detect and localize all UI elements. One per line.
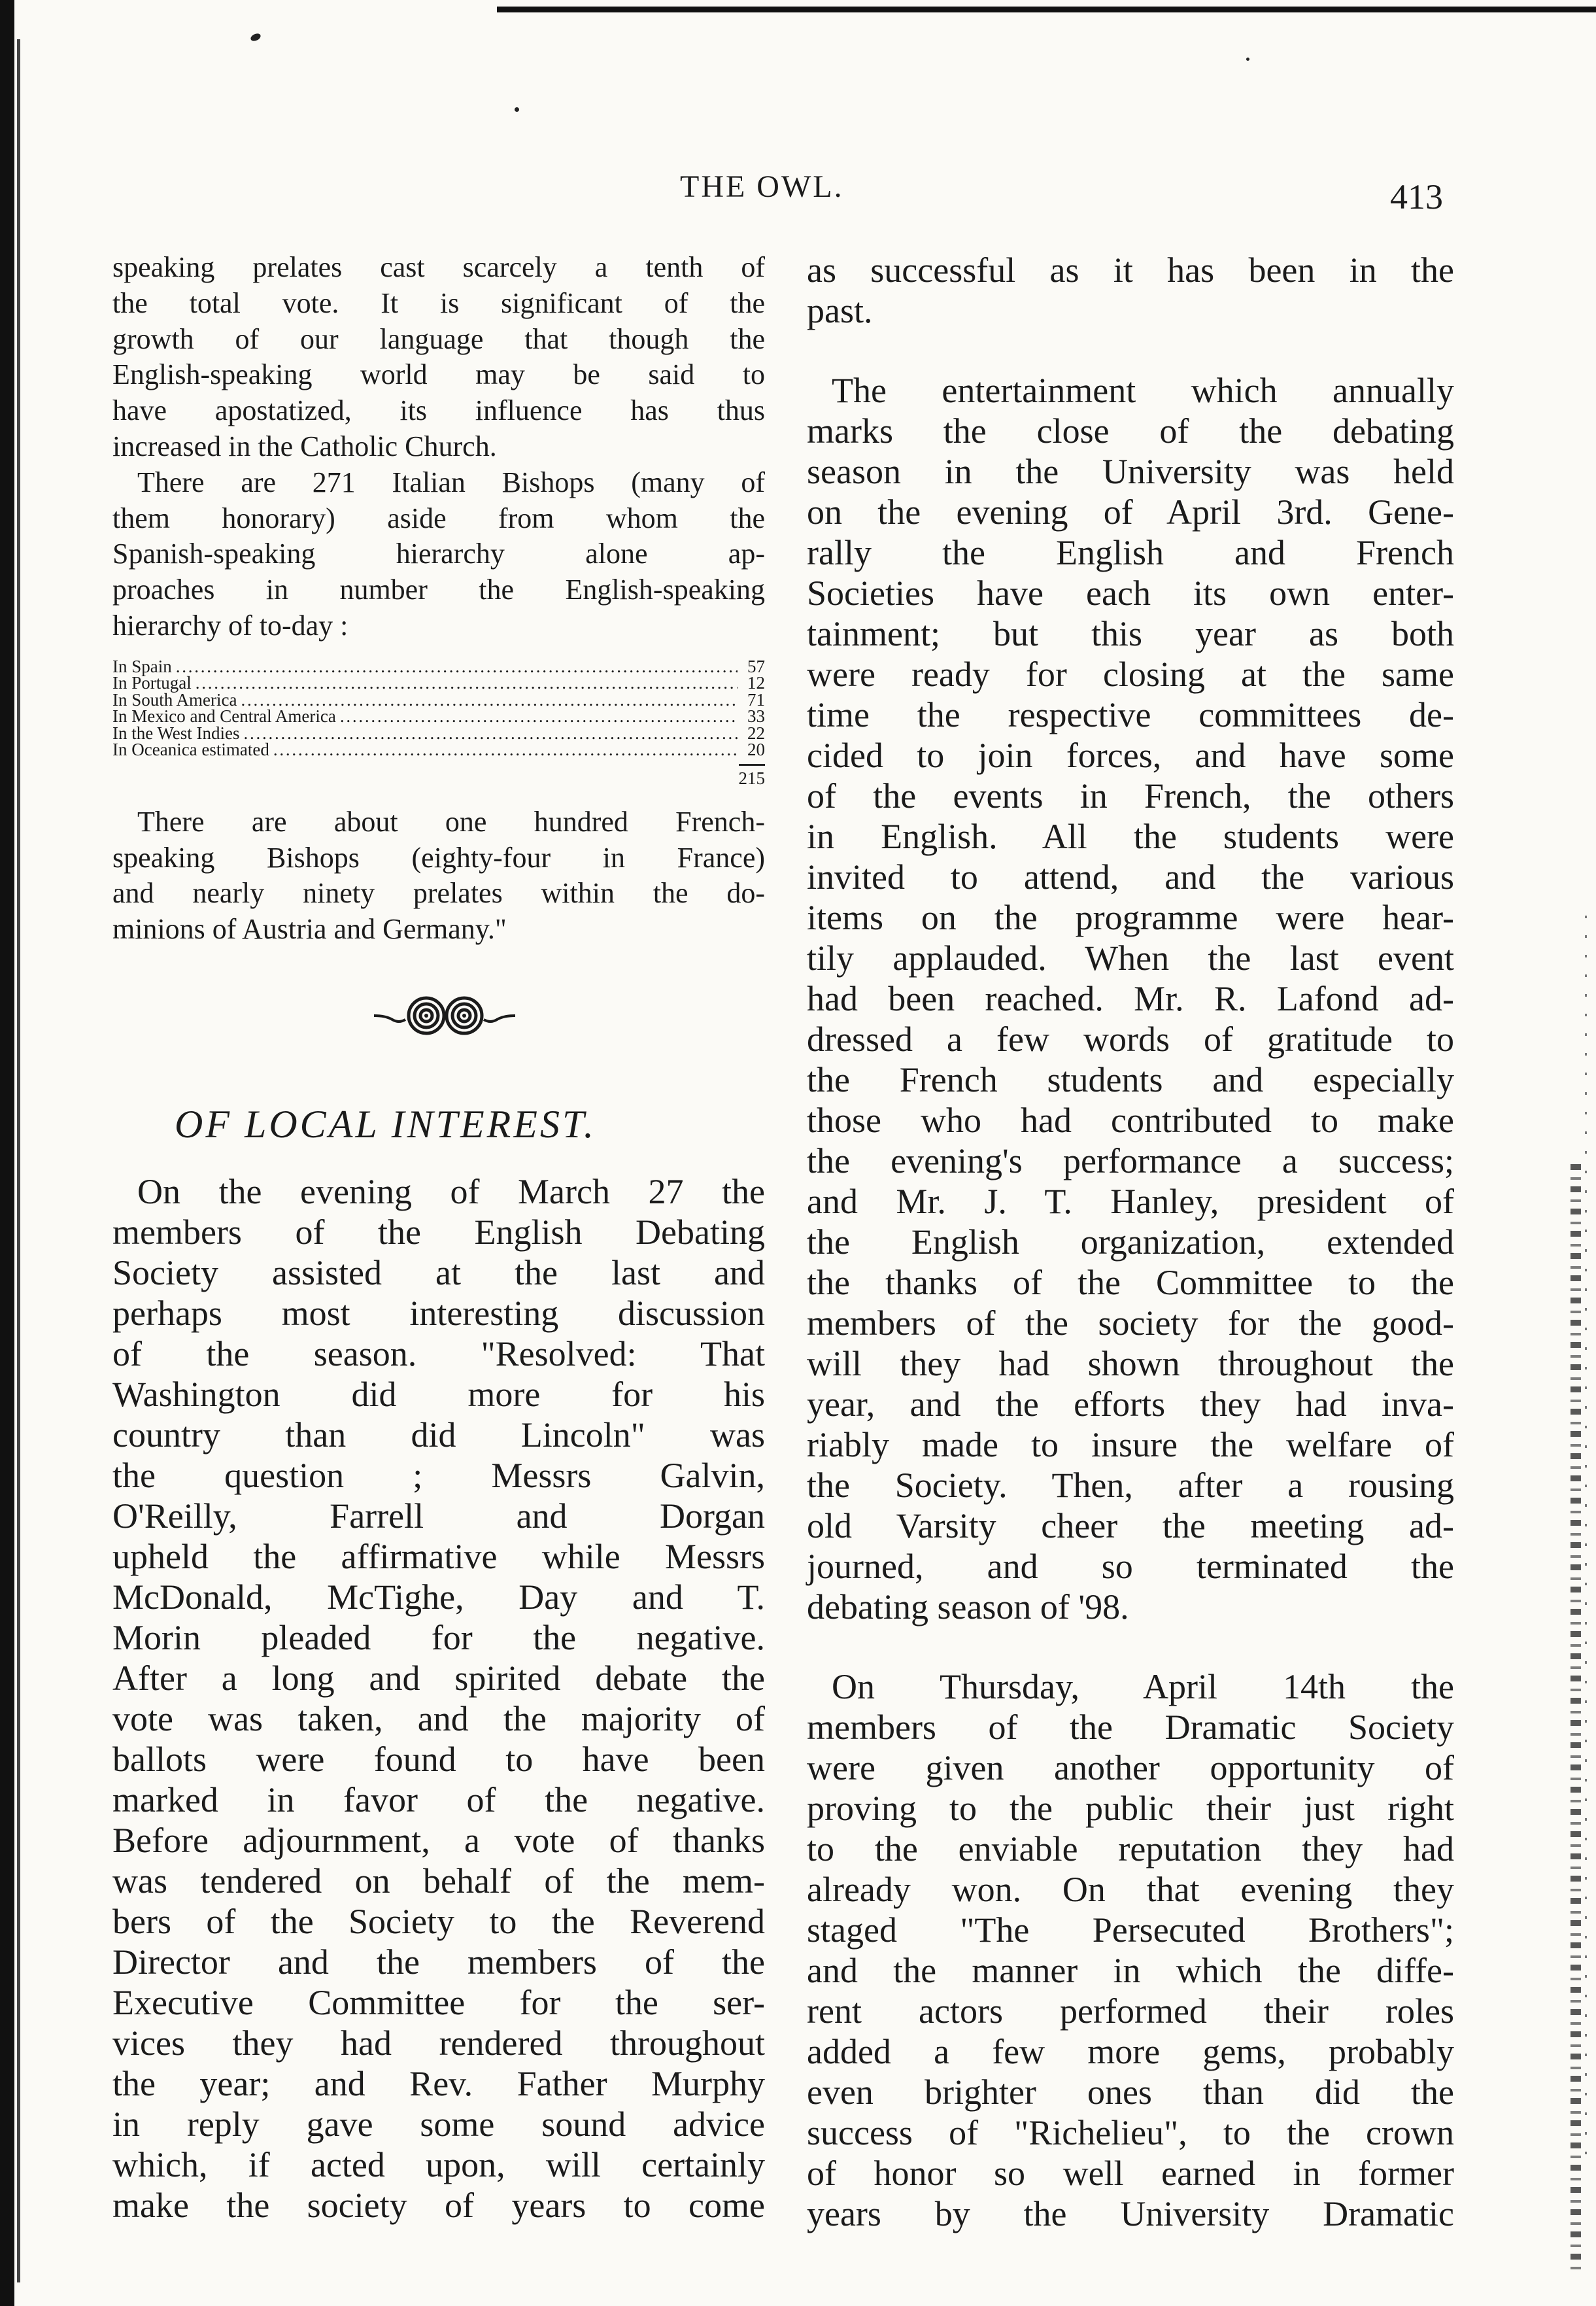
text-line: Societies have each its own enter- (807, 574, 1454, 613)
text-line: of honor so well earned in former (807, 2154, 1454, 2193)
text-line: tainment; but this year as both (807, 614, 1454, 653)
leader-dots (176, 659, 738, 676)
text-line: the question ; Messrs Galvin, (112, 1455, 765, 1495)
text-line: items on the programme were hear- (807, 898, 1454, 937)
text-line: and the manner in which the diffe- (807, 1951, 1454, 1990)
sum-rule (739, 764, 765, 766)
text-line: were given another opportunity of (807, 1748, 1454, 1787)
text-line: McDonald, McTighe, Day and T. (112, 1577, 765, 1617)
paragraph-gap (807, 1627, 1454, 1666)
text-line: old Varsity cheer the meeting ad- (807, 1506, 1454, 1545)
scan-right-edge-dots (1585, 916, 1587, 2158)
table-total (112, 759, 765, 794)
scan-speck (1246, 58, 1249, 61)
text-line: of the season. "Resolved: That (112, 1334, 765, 1373)
text-line: on the evening of April 3rd. Gene- (807, 492, 1454, 532)
paragraph-gap (807, 331, 1454, 370)
table-row (112, 708, 765, 725)
leader-dots (340, 708, 738, 725)
text-line: increased in the Catholic Church. (112, 430, 497, 462)
left-intro-paragraph (112, 250, 765, 465)
leader-dots (244, 725, 738, 742)
text-line: already won. On that evening they (807, 1870, 1454, 1909)
region-label: In Oceanica estimated (112, 740, 269, 760)
text-line: make the society of years to come (112, 2185, 765, 2225)
text-line: in English. All the students were (807, 817, 1454, 856)
leader-dots (195, 675, 738, 692)
text-line: which, if acted upon, will certainly (112, 2144, 765, 2184)
text-line: the French students and especially (807, 1060, 1454, 1099)
text-line: Before adjournment, a vote of thanks (112, 1820, 765, 1860)
text-line: and Mr. J. T. Hanley, president of (807, 1182, 1454, 1221)
italian-bishops-paragraph (112, 465, 765, 644)
text-line: On the evening of March 27 the (137, 1171, 765, 1211)
text-line: country than did Lincoln" was (112, 1415, 765, 1454)
text-line: members of the English Debating (112, 1212, 765, 1252)
bishops-table (112, 656, 765, 794)
text-line: proaches in number the English-speaking (112, 574, 765, 606)
text-line: the Society. Then, after a rousing (807, 1466, 1454, 1505)
text-line: riably made to insure the welfare of (807, 1425, 1454, 1464)
text-line: had been reached. Mr. R. Lafond ad- (807, 979, 1454, 1018)
text-line: There are about one hundred French- (137, 805, 765, 838)
text-line: time the respective committees de- (807, 695, 1454, 734)
text-line: even brighter ones than did the (807, 2073, 1454, 2112)
text-line: members of the Dramatic Society (807, 1708, 1454, 1747)
region-count: 71 (747, 689, 765, 710)
text-line: them honorary) aside from whom the (112, 502, 765, 534)
top-scan-rule (497, 7, 1596, 12)
scan-right-edge-speckle (1571, 1164, 1581, 2276)
region-label: In Spain (112, 656, 172, 676)
spiral-ornament-icon (373, 993, 517, 1039)
text-line: On Thursday, April 14th the (832, 1667, 1454, 1706)
text-line: of the events in French, the others (807, 776, 1454, 816)
right-intro-paragraph (807, 250, 1454, 331)
region-label: In Mexico and Central America (112, 706, 336, 727)
text-line: rent actors performed their roles (807, 1991, 1454, 2031)
text-line: minions of Austria and Germany." (112, 913, 507, 946)
text-line: bers of the Society to the Reverend (112, 1901, 765, 1941)
text-line: Washington did more for his (112, 1374, 765, 1414)
scan-binding-shadow (17, 39, 20, 2282)
text-line: the total vote. It is significant of the (112, 286, 765, 319)
scan-speck (250, 32, 262, 43)
text-line: the thanks of the Committee to the (807, 1263, 1454, 1302)
dramatic-society-paragraph (807, 1666, 1454, 2234)
text-line: in reply gave some sound advice (112, 2104, 765, 2144)
text-line: journed, and so terminated the (807, 1547, 1454, 1586)
text-line: O'Reilly, Farrell and Dorgan (112, 1496, 765, 1536)
leader-dots (273, 742, 738, 759)
text-line: growth of our language that though the (112, 322, 765, 355)
table-row (112, 675, 765, 692)
total-count: 215 (738, 768, 765, 788)
text-line: After a long and spirited debate the (112, 1658, 765, 1698)
page-number: 413 (1390, 177, 1443, 216)
text-line: There are 271 Italian Bishops (many of (137, 466, 765, 498)
scan-speck (515, 107, 519, 112)
text-line: will they had shown throughout the (807, 1344, 1454, 1383)
text-line: success of "Richelieu", to the crown (807, 2113, 1454, 2152)
text-line: Society assisted at the last and (112, 1252, 765, 1292)
running-head (0, 169, 1596, 215)
text-line: as successful as it has been in the (807, 250, 1454, 290)
text-line: marks the close of the debating (807, 411, 1454, 451)
text-line: season in the University was held (807, 452, 1454, 491)
text-line: perhaps most interesting discussion (112, 1293, 765, 1333)
text-line: ballots were found to have been (112, 1739, 765, 1779)
text-line: past. (807, 291, 873, 330)
text-line: were ready for closing at the same (807, 655, 1454, 694)
text-line: Spanish-speaking hierarchy alone ap- (112, 538, 765, 570)
text-line: English-speaking world may be said to (112, 358, 765, 391)
text-line: those who had contributed to make (807, 1101, 1454, 1140)
text-line: and nearly ninety prelates within the do- (112, 877, 765, 910)
text-line: tily applauded. When the last event (807, 938, 1454, 978)
text-line: proving to the public their just right (807, 1789, 1454, 1828)
right-column (807, 250, 1454, 2234)
debating-society-paragraph (112, 1171, 765, 2226)
region-count: 12 (747, 673, 765, 693)
text-line: have apostatized, its influence has thus (112, 394, 765, 427)
text-line: vote was taken, and the majority of (112, 1698, 765, 1738)
region-label: In South America (112, 689, 237, 710)
text-line: invited to attend, and the various (807, 857, 1454, 897)
entertainment-paragraph (807, 370, 1454, 1627)
text-line: year, and the efforts they had inva- (807, 1385, 1454, 1424)
table-row (112, 656, 765, 676)
text-line: the evening's performance a success; (807, 1141, 1454, 1180)
region-label: In Portugal (112, 673, 192, 693)
text-line: the English organization, extended (807, 1222, 1454, 1262)
scan-binding-edge (0, 0, 14, 2306)
text-line: hierarchy of to-day : (112, 609, 348, 642)
region-count: 33 (747, 706, 765, 727)
text-line: speaking prelates cast scarcely a tenth of (112, 251, 765, 283)
section-heading: OF LOCAL INTEREST. (175, 1102, 596, 1146)
running-title: THE OWL. (680, 169, 844, 204)
text-line: added a few more gems, probably (807, 2032, 1454, 2071)
region-label: In the West Indies (112, 723, 240, 743)
text-line: cided to join forces, and have some (807, 736, 1454, 775)
text-line: staged "The Persecuted Brothers"; (807, 1910, 1454, 1950)
text-line: was tendered on behalf of the mem- (112, 1861, 765, 1901)
text-line: members of the society for the good- (807, 1303, 1454, 1343)
table-row (112, 742, 765, 759)
text-line: dressed a few words of gratitude to (807, 1020, 1454, 1059)
text-line: debating season of '98. (807, 1587, 1129, 1626)
text-line: Executive Committee for the ser- (112, 1982, 765, 2022)
text-line: years by the University Dramatic (807, 2194, 1454, 2233)
section-ornament (112, 993, 765, 1072)
text-line: marked in favor of the negative. (112, 1780, 765, 1819)
text-line: upheld the affirmative while Messrs (112, 1536, 765, 1576)
left-column (112, 250, 765, 2226)
text-line: Director and the members of the (112, 1942, 765, 1982)
french-bishops-paragraph (112, 804, 765, 948)
text-line: Morin pleaded for the negative. (112, 1617, 765, 1657)
region-count: 20 (747, 740, 765, 760)
text-line: speaking Bishops (eighty-four in France) (112, 841, 765, 874)
region-count: 22 (747, 723, 765, 743)
region-count: 57 (747, 656, 765, 676)
text-line: The entertainment which annually (832, 371, 1454, 410)
text-line: to the enviable reputation they had (807, 1829, 1454, 1868)
text-line: the year; and Rev. Father Murphy (112, 2063, 765, 2103)
text-line: vices they had rendered throughout (112, 2023, 765, 2063)
text-line: rally the English and French (807, 533, 1454, 572)
